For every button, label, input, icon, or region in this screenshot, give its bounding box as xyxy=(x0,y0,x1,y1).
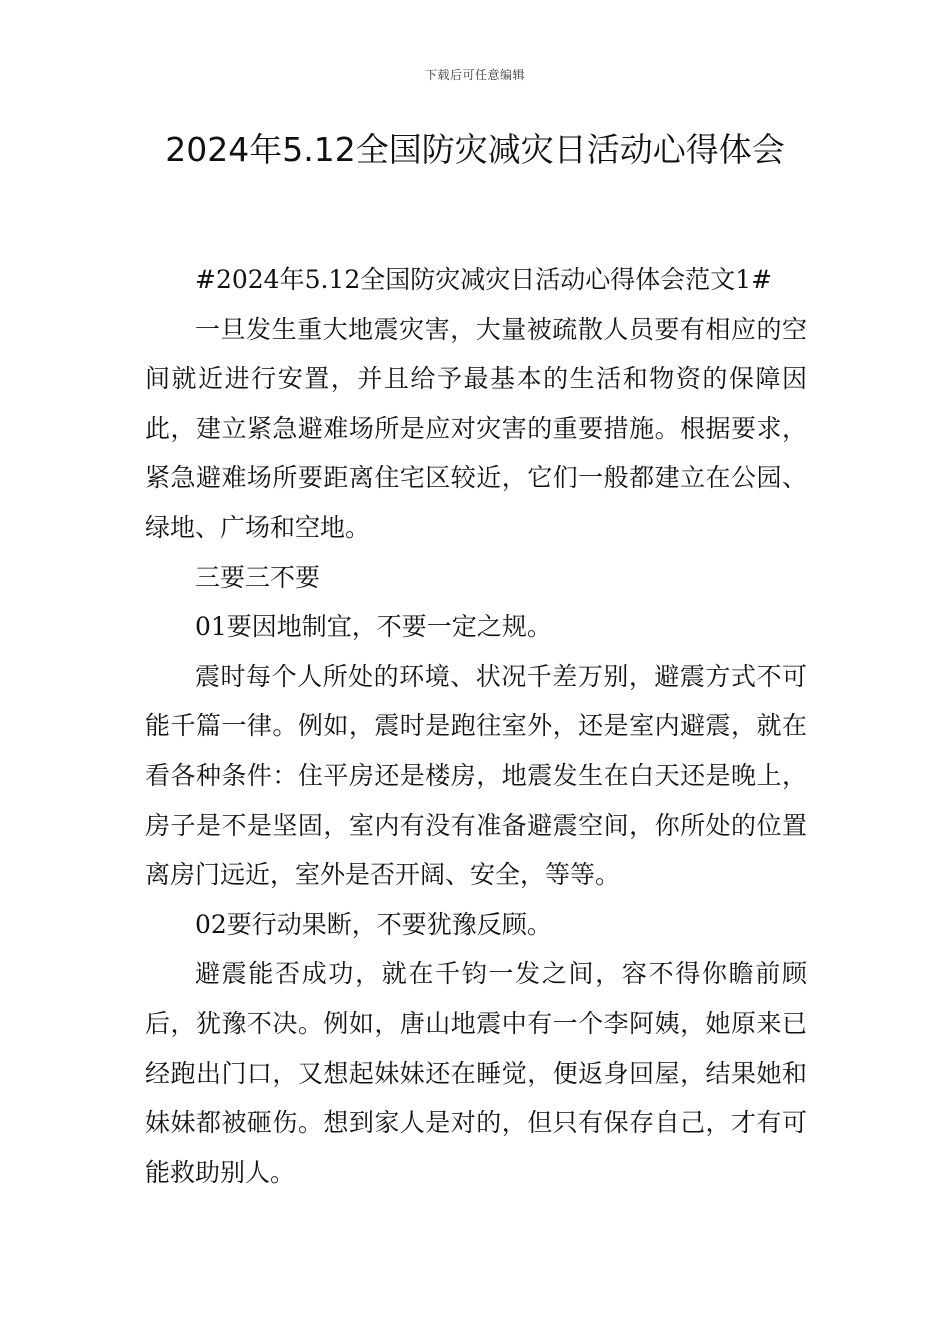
document-body xyxy=(145,255,807,1197)
header-note: 下载后可任意编辑 xyxy=(424,68,525,82)
paragraph-rule-02: 02要行动果断，不要犹豫反顾。 xyxy=(195,909,552,939)
paragraph-rule-02-detail: 避震能否成功，就在千钧一发之间，容不得你瞻前顾后，犹豫不决。例如，唐山地震中有一个李阿姨，她原来已经跑出门口，又想起妹妹还在睡觉，便返身回屋，结果她和妹妹都被砸伤。想到家人是对的，但只有保存自己，才有可能救助别人。 xyxy=(145,959,807,1187)
paragraph-rule-01: 01要因地制宜，不要一定之规。 xyxy=(195,612,552,642)
document-title: 2024年5.12全国防灾减灾日活动心得体会 xyxy=(165,130,785,169)
paragraph-three-dos: 三要三不要 xyxy=(195,562,321,592)
paragraph-shelter-intro: 一旦发生重大地震灾害，大量被疏散人员要有相应的空间就近进行安置，并且给予最基本的生活和物资的保障因此，建立紧急避难场所是应对灾害的重要措施。根据要求，紧急避难场所要距离住宅区较近，它们一般都建立在公园、绿地、广场和空地。 xyxy=(145,314,807,542)
paragraph-rule-01-detail: 震时每个人所处的环境、状况千差万别，避震方式不可能千篇一律。例如，震时是跑往室外，还是室内避震，就在看各种条件：住平房还是楼房，地震发生在白天还是晚上，房子是不是坚固，室内有没有准备避震空间，你所处的位置离房门远近，室外是否开阔、安全，等等。 xyxy=(145,661,807,890)
paragraph-section-heading: #2024年5.12全国防灾减灾日活动心得体会范文1# xyxy=(195,265,773,294)
